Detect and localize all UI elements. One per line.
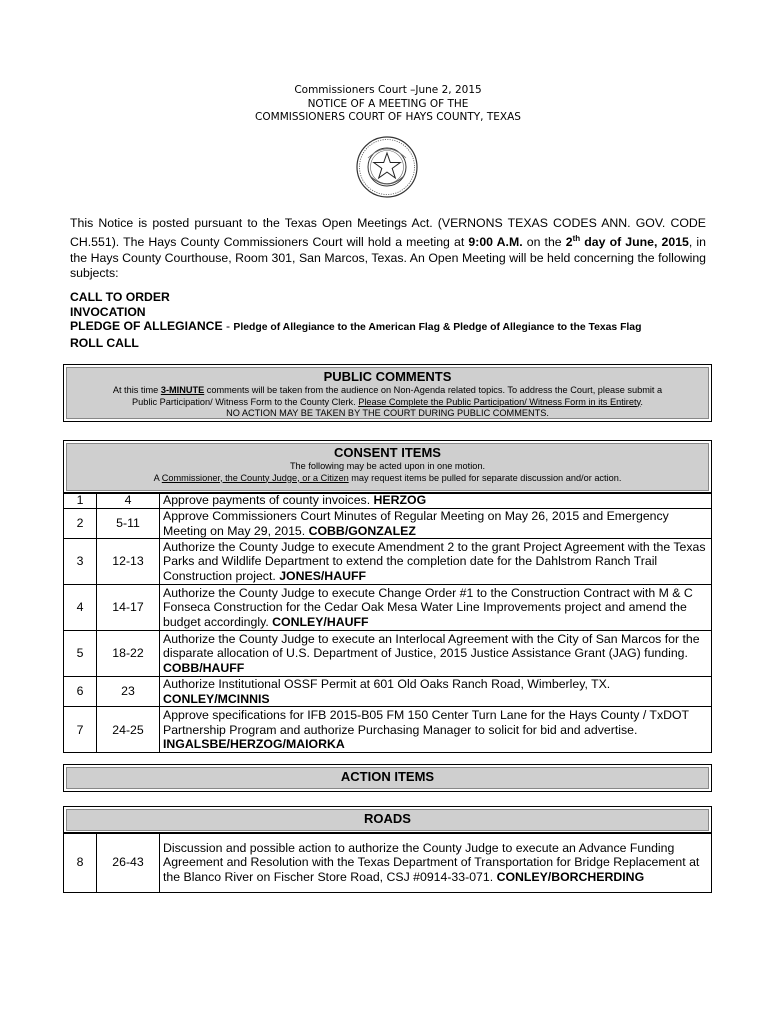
pledge-heading: PLEDGE OF ALLEGIANCE <box>70 319 223 334</box>
item-text: Approve specifications for IFB 2015-B05 FM 150 Center Turn Lane for the Hays County / TxDOT Partnership Program and authorize Purchasing Manager to solicit for bid and advertise. <box>163 707 689 737</box>
item-text: Discussion and possible action to authorize the County Judge to execute an Advance Funding Agreement and Resolution with the Texas Department of Transportation for Bridge Replacement at the Blanco River on Fischer Store Road, CSJ #0914-33-071. <box>163 840 700 884</box>
header-date-line: Commissioners Court –June 2, 2015 <box>294 84 482 96</box>
roads-box <box>63 806 712 834</box>
item-description <box>160 585 712 631</box>
consent-items-table <box>63 492 712 753</box>
item-sponsor: COBB/GONZALEZ <box>308 523 416 538</box>
item-sponsor: CONLEY/MCINNIS <box>163 691 270 706</box>
agenda-item-row <box>64 585 712 631</box>
intro-text-3: , in the Hays County Courthouse, Room 301, San Marcos, Texas. An Open Meeting will be held concerning the following subjects: <box>70 235 706 280</box>
pc-text-c: comments will be taken from the audience on Non-Agenda related topics. To address the Court, please submit a <box>204 385 663 395</box>
item-description <box>160 509 712 539</box>
item-text: Authorize the County Judge to execute an Interlocal Agreement with the City of San Marcos for the disparate allocation of U.S. Department of Justice, 2015 Justice Assistance Grant (JAG) funding. <box>163 631 700 661</box>
pc-period: . <box>640 396 643 407</box>
ci-text-c: may request items be pulled for separate discussion and/or action. <box>348 472 622 483</box>
public-comments-line-3: NO ACTION MAY BE TAKEN BY THE COURT DURING PUBLIC COMMENTS. <box>226 408 549 418</box>
item-text: Authorize Institutional OSSF Permit at 601 Old Oaks Ranch Road, Wimberley, TX. <box>163 677 611 692</box>
item-description <box>160 707 712 753</box>
ci-text-a: A <box>153 472 162 483</box>
item-number: 5 <box>64 631 97 677</box>
consent-items-title: CONSENT ITEMS <box>334 445 441 460</box>
pledge-description: Pledge of Allegiance to the American Flag & Pledge of Allegiance to the Texas Flag <box>233 322 642 334</box>
header-court-line: COMMISSIONERS COURT OF HAYS COUNTY, TEXAS <box>255 111 521 123</box>
agenda-item-row <box>64 707 712 753</box>
item-description <box>160 677 712 707</box>
item-description <box>160 493 712 509</box>
item-pages: 12-13 <box>97 539 160 585</box>
consent-items-sub-2 <box>64 473 711 485</box>
document-header <box>70 84 706 125</box>
item-number: 4 <box>64 585 97 631</box>
call-to-order: CALL TO ORDER <box>70 290 170 304</box>
item-sponsor: COBB/HAUFF <box>163 660 245 675</box>
item-number: 1 <box>64 493 97 509</box>
item-sponsor: CONLEY/HAUFF <box>272 614 369 629</box>
roll-call: ROLL CALL <box>70 335 139 350</box>
item-pages: 4 <box>97 493 160 509</box>
public-comments-title: PUBLIC COMMENTS <box>323 369 452 384</box>
pledge-separator: - <box>222 319 234 334</box>
invocation: INVOCATION <box>70 304 146 319</box>
pledge-line <box>70 319 706 336</box>
county-seal-icon <box>356 136 418 198</box>
item-description <box>160 631 712 677</box>
roads-title: ROADS <box>364 811 411 826</box>
roads-items-table <box>63 832 712 893</box>
meeting-time: 9:00 A.M. <box>468 235 523 250</box>
item-pages: 26-43 <box>97 833 160 893</box>
pc-form-text: Public Participation/ Witness Form to the County Clerk. <box>132 396 359 407</box>
item-sponsor: INGALSBE/HERZOG/MAIORKA <box>163 737 345 752</box>
item-text: Approve payments of county invoices. <box>163 493 374 508</box>
action-items-box <box>63 764 712 792</box>
item-pages: 5-11 <box>97 509 160 539</box>
agenda-item-row <box>64 631 712 677</box>
item-pages: 24-25 <box>97 707 160 753</box>
action-items-title: ACTION ITEMS <box>340 769 435 784</box>
item-number: 7 <box>64 707 97 753</box>
item-description <box>160 833 712 893</box>
item-text: Authorize the County Judge to execute Amendment 2 to the grant Project Agreement with the Texas Parks and Wildlife Department to extend the completion date for the Dahlstrom Ranch Trail Construction project. <box>163 539 706 583</box>
item-sponsor: HERZOG <box>373 493 427 508</box>
item-text: Approve Commissioners Court Minutes of Regular Meeting on May 26, 2015 and Emergency Meeting on May 29, 2015. <box>163 509 669 538</box>
agenda-item-row <box>64 539 712 585</box>
meeting-day-word: day of June, 2015 <box>580 235 689 250</box>
consent-items-sub-1: The following may be acted upon in one motion. <box>289 461 486 471</box>
public-comments-line-1 <box>64 385 711 397</box>
agenda-item-row <box>64 677 712 707</box>
item-sponsor: JONES/HAUFF <box>279 568 366 583</box>
order-of-business <box>70 290 706 350</box>
public-comments-box <box>63 364 712 422</box>
agenda-item-row <box>64 509 712 539</box>
intro-text-2: on the <box>522 235 566 250</box>
pc-three-minute: 3-MINUTE <box>160 385 205 395</box>
intro-text-1: This Notice is posted pursuant to the Texas Open Meetings Act. (VERNONS TEXAS CODES ANN. GOV. CODE CH.551). The Hays County Commissioners Court will hold a meeting at <box>70 216 706 250</box>
agenda-item-row <box>64 493 712 509</box>
item-number: 2 <box>64 509 97 539</box>
item-sponsor: CONLEY/BORCHERDING <box>496 869 645 884</box>
item-number: 8 <box>64 833 97 893</box>
item-number: 6 <box>64 677 97 707</box>
item-pages: 23 <box>97 677 160 707</box>
item-description <box>160 539 712 585</box>
item-pages: 18-22 <box>97 631 160 677</box>
header-notice-line: NOTICE OF A MEETING OF THE <box>307 97 469 110</box>
meeting-day: 2 <box>565 235 573 250</box>
intro-paragraph <box>70 216 706 281</box>
ci-requesters: Commissioner, the County Judge, or a Citizen <box>161 472 349 483</box>
item-pages: 14-17 <box>97 585 160 631</box>
pc-text-a: At this time <box>112 385 161 395</box>
consent-items-box <box>63 440 712 494</box>
meeting-day-suffix: th <box>572 234 581 244</box>
item-text: Authorize the County Judge to execute Change Order #1 to the Construction Contract with M & C Fonseca Construction for the Cedar Oak Mesa Water Line Improvements project and amend the budget accordingly. <box>163 585 693 629</box>
pc-form-entirety: Please Complete the Public Participation/ Witness Form in its Entirety <box>358 396 641 407</box>
public-comments-line-2 <box>64 397 711 409</box>
item-number: 3 <box>64 539 97 585</box>
agenda-item-row <box>64 833 712 893</box>
